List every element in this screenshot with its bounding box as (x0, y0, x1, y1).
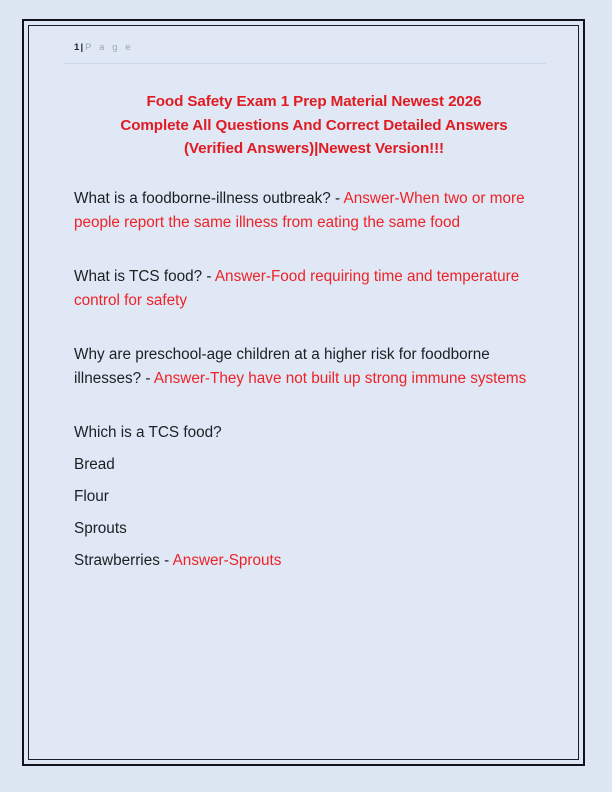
qa-dash: - (206, 267, 215, 285)
question-text: What is a foodborne-illness outbreak? (74, 189, 336, 207)
running-header (74, 38, 554, 60)
page-number: 1 (74, 42, 80, 53)
qa-item (74, 343, 548, 391)
choice-option (74, 453, 548, 477)
header-divider (64, 63, 546, 64)
document-title-line-3: (Verified Answers)|Newest Version!!! (183, 140, 445, 157)
choice-label: Flour (74, 487, 109, 505)
page-header-separator: | (80, 42, 84, 53)
choice-option (74, 485, 548, 509)
choice-dash: - (164, 551, 173, 569)
page-frame-outer (22, 19, 585, 766)
page-content (29, 26, 578, 759)
multiple-choice-item (74, 421, 548, 573)
question-text: Why are preschool-age children at a higher risk for foodborne illnesses? (74, 345, 490, 387)
document-title-line-2: Complete All Questions And Correct Detailed Answers (120, 116, 508, 134)
multiple-choice-stem: Which is a TCS food? (74, 423, 222, 441)
qa-item (74, 187, 548, 235)
answer-text: Answer-When two or more people report the same illness from eating the same food (74, 189, 525, 231)
qa-dash: - (145, 369, 154, 387)
answer-text: Answer-They have not built up strong immune systems (153, 369, 527, 387)
qa-item (74, 265, 548, 313)
page-frame-inner (28, 25, 579, 760)
qa-dash: - (335, 189, 344, 207)
choice-answer: Answer-Sprouts (172, 551, 282, 569)
answer-text: Answer-Food requiring time and temperature control for safety (74, 267, 520, 309)
choice-label: Strawberries (74, 551, 165, 569)
question-text: What is TCS food? (74, 267, 207, 285)
choice-label: Bread (74, 455, 115, 473)
choice-option (74, 549, 548, 573)
qa-list (74, 187, 554, 573)
document-title-line-1: Food Safety Exam 1 Prep Material Newest 2026 (146, 93, 482, 110)
choice-option (74, 517, 548, 541)
page-header-label: P a g e (85, 42, 134, 53)
choice-label: Sprouts (74, 519, 127, 537)
document-title (84, 90, 544, 161)
